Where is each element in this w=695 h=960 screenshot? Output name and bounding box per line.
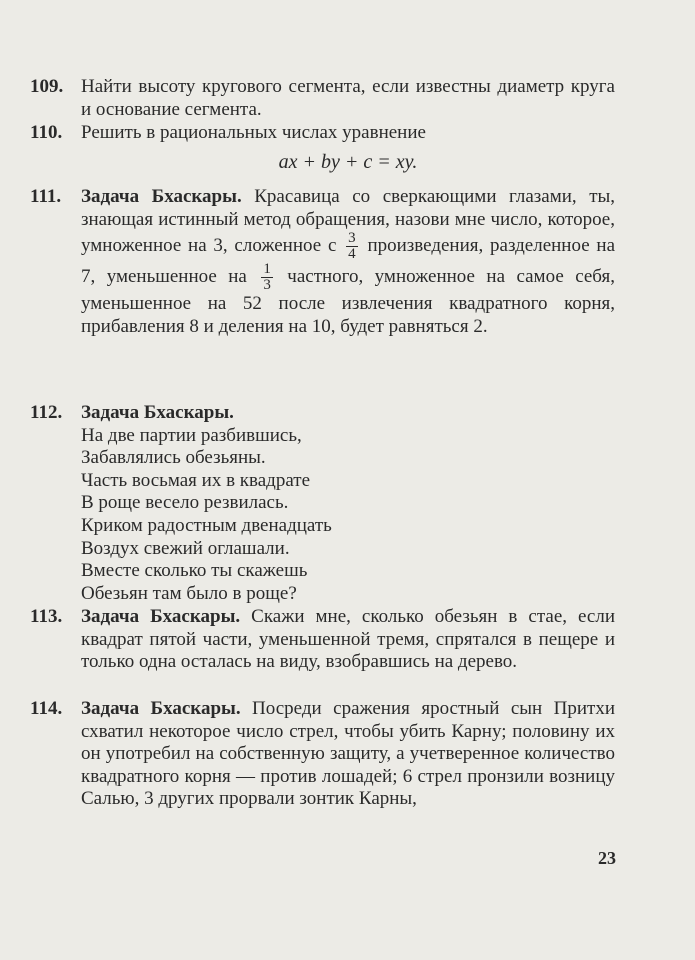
problem-number: 111. <box>30 186 62 207</box>
problem-text: Найти высоту кругового сегмента, если известны диаметр круга и основание сегмента. <box>81 76 615 120</box>
fraction-denominator: 4 <box>348 246 356 263</box>
equation: ax + by + c = xy. <box>278 150 418 173</box>
problem-number: 113. <box>30 606 63 627</box>
problem-text <box>81 606 615 674</box>
verse-line: На две партии разбившись, <box>81 424 302 446</box>
problem-number: 109. <box>30 76 64 97</box>
verse-line: Часть восьмая их в квадрате <box>81 469 311 491</box>
verse-line: Вместе сколько ты скажешь <box>81 560 308 582</box>
problem-heading: Задача Бхаскары. <box>81 402 234 423</box>
fraction-denominator: 3 <box>263 277 271 294</box>
problem-number: 112. <box>30 402 63 423</box>
problem-text <box>81 186 615 338</box>
problem-text: Решить в рациональных числах уравнение <box>81 122 426 143</box>
text-part: Посреди сражения яростный сын Притхи схватил некоторое число стрел, чтобы убить Карну; половину их он употребил на собственную защиту, а учетверенное количество квадратного корня — против лошадей; 6 стрел пронзили возницу Салью, 3 других прорвали зонтик Карны, <box>81 698 615 810</box>
problem-111 <box>30 186 615 338</box>
page-number: 23 <box>598 848 616 868</box>
fraction-three-quarters <box>346 231 358 262</box>
problem-109 <box>30 76 615 121</box>
fraction-one-third <box>261 262 273 293</box>
verse-line: Воздух свежий оглашали. <box>81 537 290 559</box>
fraction-numerator: 1 <box>263 261 271 278</box>
text-part: Красавица со сверкающими глазами, ты, знающая истинный метод обращения, назови мне число, которое, умноженное на 3, сложенное с <box>81 186 616 257</box>
problem-114 <box>30 698 615 811</box>
problem-112 <box>30 402 615 605</box>
problem-113 <box>30 606 615 674</box>
verse-line: Обезьян там было в роще? <box>81 582 297 604</box>
problem-text <box>81 698 615 811</box>
fraction-numerator: 3 <box>348 230 356 247</box>
text-part: Скажи мне, сколько обезьян в стае, если квадрат пятой части, уменьшенной тремя, спрятался в пещере и только одна осталась на виду, взобравшись на дерево. <box>81 606 615 673</box>
problem-110 <box>30 122 615 177</box>
verse-line: Забавлялись обезьяны. <box>81 447 266 469</box>
problem-heading: Задача Бхаскары. <box>81 698 241 719</box>
text-part: произведения, разделенное на 7, уменьшенное на <box>81 235 616 288</box>
problem-number: 114. <box>30 698 63 719</box>
text-part: частного, умноженное на самое себя, уменьшенное на 52 после извлечения квадратного корня, прибавления 8 и деления на 10, будет равняться 2. <box>81 266 615 337</box>
problem-verse <box>81 402 615 605</box>
problem-number: 110. <box>30 122 63 143</box>
verse-line: В роще весело резвилась. <box>81 492 289 514</box>
verse-line: Криком радостным двенадцать <box>81 514 332 536</box>
problem-heading: Задача Бхаскары. <box>81 606 241 627</box>
problem-heading: Задача Бхаскары. <box>81 186 242 207</box>
